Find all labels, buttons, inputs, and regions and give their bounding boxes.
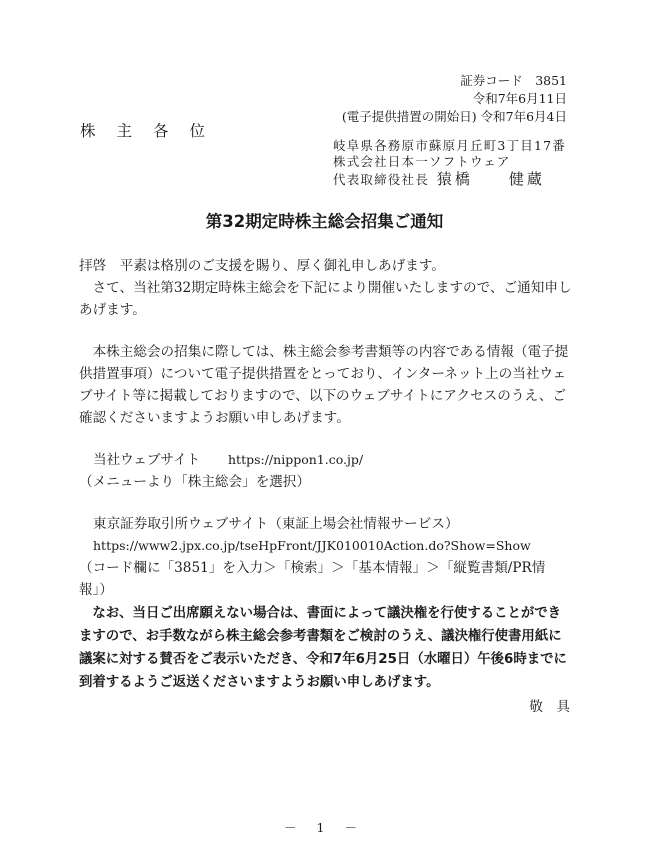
intro-line-1: さて、当社第32期定時株主総会を下記により開催いたしますので、ご通知申し — [79, 280, 572, 296]
proxy-notice-line-4: 到着するようご返送くださいますようお願い申しあげます。 — [79, 675, 440, 690]
e-provision-start-date: (電子提供措置の開始日) 令和7年6月4日 — [341, 109, 567, 124]
page-title: 第32期定時株主総会招集ご通知 — [205, 212, 444, 231]
page-number: － 1 － — [284, 820, 365, 835]
representative-name: 猿橋 健蔵 — [436, 170, 545, 188]
closing-salutation: 敬 具 — [529, 699, 570, 715]
tse-site-link[interactable]: https://www2.jpx.co.jp/tseHpFront/JJK010010Action.do?Show=Show — [93, 538, 531, 553]
proxy-notice-line-3: 議案に対する賛否をご表示いただき、令和7年6月25日（水曜日）午後6時までに — [79, 652, 567, 667]
tse-site-note-line-2: 報」） — [79, 582, 113, 598]
tse-site-label: 東京証券取引所ウェブサイト（東証上場会社情報サービス） — [93, 516, 459, 532]
eprovision-line-3: ブサイト等に掲載しておりますので、以下のウェブサイトにアクセスのうえ、ご — [79, 388, 567, 404]
addressee: 株主各位 — [80, 122, 227, 140]
eprovision-line-4: 確認くださいますようお願い申しあげます。 — [79, 410, 350, 426]
proxy-notice-line-1: なお、当日ご出席願えない場合は、書面によって議決権を行使することができ — [79, 606, 562, 621]
intro-line-2: あげます。 — [79, 302, 146, 318]
representative-title: 代表取締役社長 — [333, 172, 429, 187]
company-site-label: 当社ウェブサイト — [93, 452, 201, 468]
company-site-note: （メニューより「株主総会」を選択） — [79, 474, 311, 490]
securities-code: 証券コード 3851 — [460, 73, 567, 88]
eprovision-line-2: 供措置事項）について電子提供措置をとっており、インターネット上の当社ウェ — [79, 366, 567, 382]
company-name: 株式会社日本一ソフトウェア — [333, 154, 511, 169]
tse-site-note-line-1: （コード欄に「3851」を入力＞「検索」＞「基本情報」＞「縦覧書類/PR情 — [79, 560, 546, 576]
representative — [333, 168, 545, 189]
proxy-notice-line-2: ますので、お手数ながら株主総会参考書類をご検討のうえ、議決権行使書用紙に — [79, 629, 562, 644]
company-address: 岐阜県各務原市蘇原月丘町3丁目17番 — [333, 138, 566, 153]
notice-date: 令和7年6月11日 — [472, 91, 567, 106]
eprovision-line-1: 本株主総会の招集に際しては、株主総会参考書類等の内容である情報（電子提 — [79, 344, 569, 360]
company-site-link[interactable]: https://nippon1.co.jp/ — [228, 452, 364, 467]
greeting: 拝啓 平素は格別のご支援を賜り、厚く御礼申しあげます。 — [79, 258, 445, 274]
